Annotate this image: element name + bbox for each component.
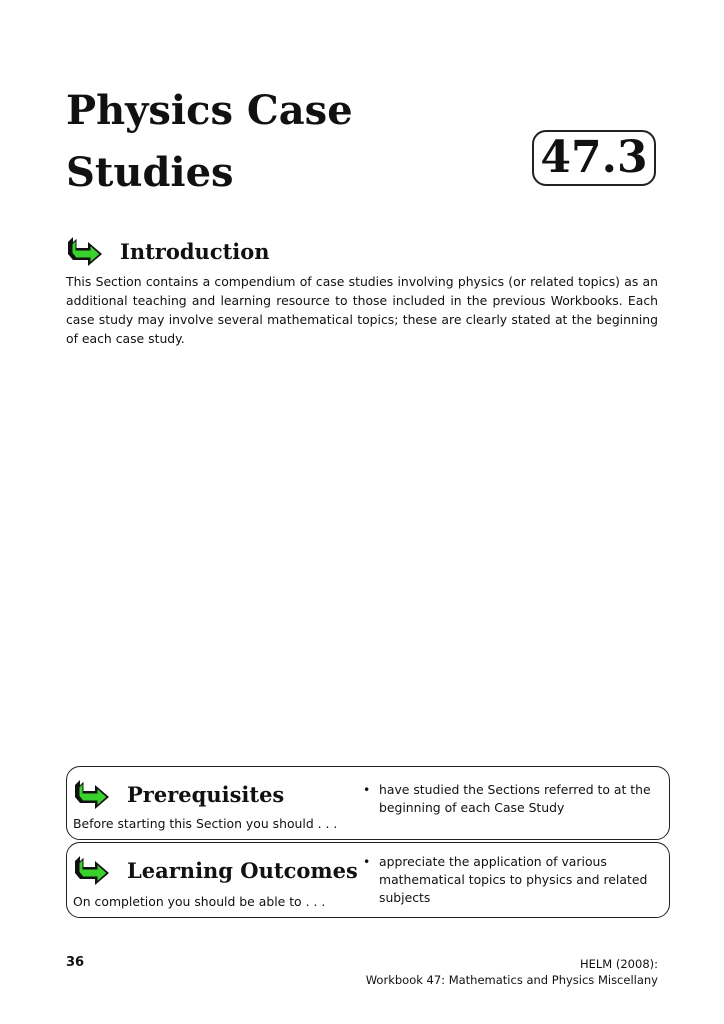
section-number-badge: 47.3: [532, 130, 656, 186]
introduction-heading: [66, 234, 270, 268]
introduction-title: Introduction: [120, 238, 270, 264]
list-item: • have studied the Sections referred to at the beginning of each Case Study: [363, 781, 663, 817]
prerequisites-caption: Before starting this Section you should . . .: [73, 816, 338, 831]
footer-source-line-2: Workbook 47: Mathematics and Physics Miscellany: [365, 973, 658, 987]
prerequisites-heading: [73, 777, 284, 811]
footer-source-line-1: HELM (2008):: [579, 957, 658, 971]
list-item: • appreciate the application of various mathematical topics to physics and related subjects: [363, 853, 663, 907]
page-title-line-1: Physics Case: [66, 87, 353, 134]
learning-outcomes-heading: [73, 853, 358, 887]
prerequisites-title: Prerequisites: [127, 781, 285, 807]
footer-source: [366, 956, 658, 988]
green-arrow-icon: [73, 777, 113, 811]
learning-outcomes-title: Learning Outcomes: [127, 857, 358, 883]
introduction-text: This Section contains a compendium of case studies involving physics (or related topics) as an additional teaching and learning resource to those included in the previous Workbooks. Each case study may involve several mathematical topics; these are clearly stated at the beginning of each case study.: [66, 274, 658, 346]
learning-outcomes-caption: On completion you should be able to . . .: [73, 894, 326, 909]
green-arrow-icon: [73, 853, 113, 887]
learning-outcomes-list: [363, 853, 663, 907]
green-arrow-icon: [66, 234, 106, 268]
prerequisites-list: [363, 781, 663, 817]
prerequisites-box: [66, 766, 670, 840]
page-title: [66, 80, 353, 204]
page-number: 36: [66, 955, 85, 970]
learning-outcomes-box: [66, 842, 670, 918]
page-title-line-2: Studies: [66, 149, 234, 196]
